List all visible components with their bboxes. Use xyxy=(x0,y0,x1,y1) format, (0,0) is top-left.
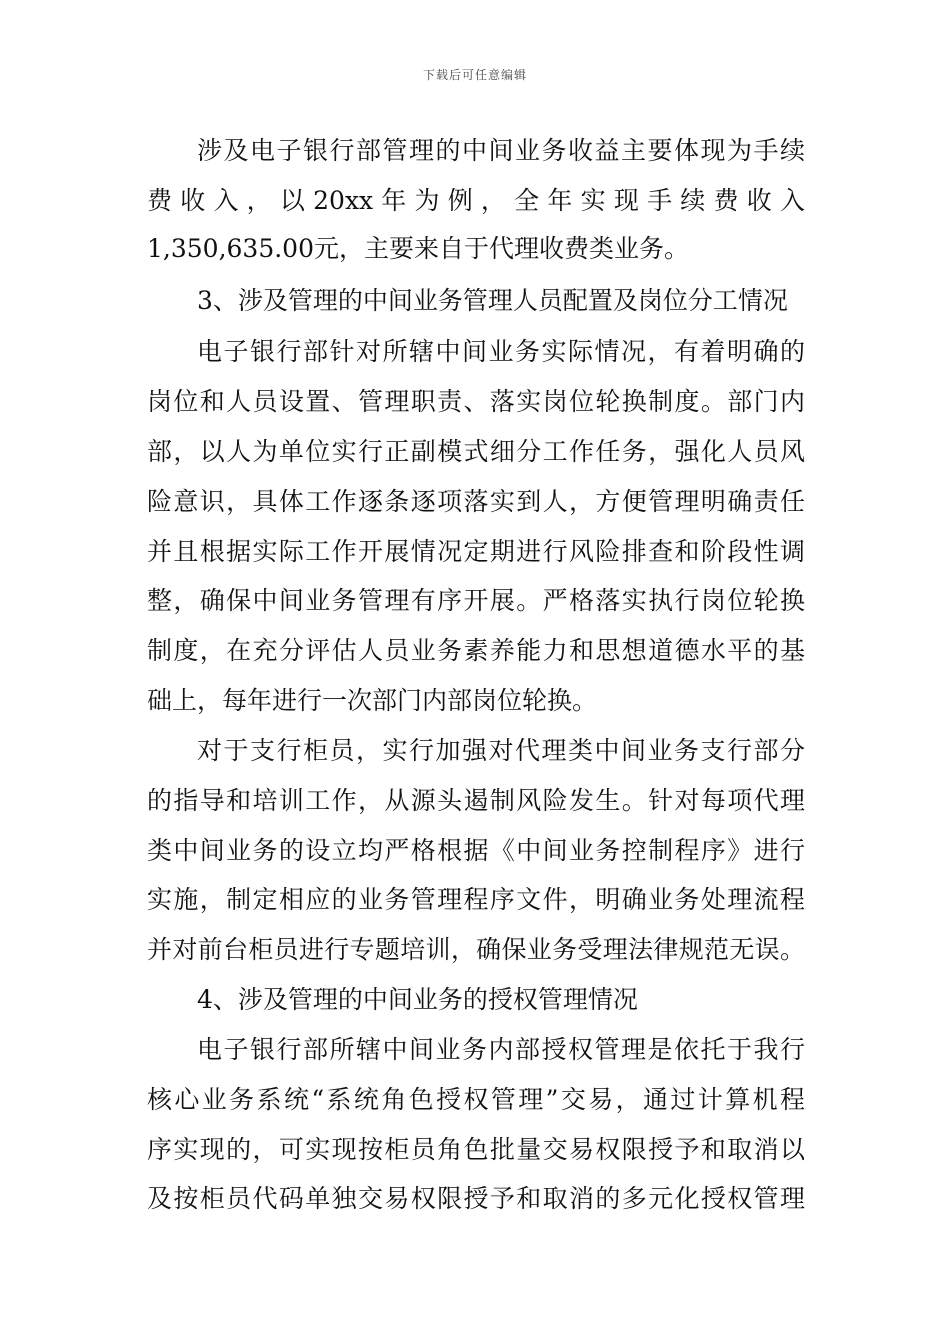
paragraph-line: 整，确保中间业务管理有序开展。严格落实执行岗位轮换 xyxy=(147,586,805,615)
paragraph-line: 电子银行部所辖中间业务内部授权管理是依托于我行 xyxy=(197,1035,805,1064)
paragraph-line: 序实现的，可实现按柜员角色批量交易权限授予和取消以 xyxy=(147,1135,805,1164)
section-heading-3: 3、涉及管理的中间业务管理人员配置及岗位分工情况 xyxy=(197,286,788,315)
paragraph-line: 对于支行柜员，实行加强对代理类中间业务支行部分 xyxy=(197,736,805,765)
paragraph-line: 电子银行部针对所辖中间业务实际情况，有着明确的 xyxy=(197,337,805,366)
paragraph-line: 的指导和培训工作，从源头遏制风险发生。针对每项代理 xyxy=(147,786,805,815)
section-heading-4: 4、涉及管理的中间业务的授权管理情况 xyxy=(197,985,638,1014)
paragraph-line: 核心业务系统“系统角色授权管理”交易，通过计算机程 xyxy=(147,1085,805,1114)
paragraph-line: 础上，每年进行一次部门内部岗位轮换。 xyxy=(147,686,598,715)
paragraph-line: 并对前台柜员进行专题培训，确保业务受理法律规范无误。 xyxy=(147,935,805,964)
paragraph-line: 并且根据实际工作开展情况定期进行风险排查和阶段性调 xyxy=(147,537,805,566)
paragraph-line: 费 收 入 ， 以 20xx 年 为 例 ， 全 年 实 现 手 续 费 收 入 xyxy=(147,186,805,215)
paragraph-line: 类中间业务的设立均严格根据《中间业务控制程序》进行 xyxy=(147,836,805,865)
paragraph-line: 实施，制定相应的业务管理程序文件，明确业务处理流程 xyxy=(147,885,805,914)
paragraph-line: 岗位和人员设置、管理职责、落实岗位轮换制度。部门内 xyxy=(147,387,805,416)
page-header-note: 下载后可任意编辑 xyxy=(422,68,527,82)
paragraph-line: 及按柜员代码单独交易权限授予和取消的多元化授权管理 xyxy=(147,1184,805,1213)
paragraph-line: 部，以人为单位实行正副模式细分工作任务，强化人员风 xyxy=(147,437,805,466)
paragraph-line: 险意识，具体工作逐条逐项落实到人，方便管理明确责任 xyxy=(147,487,805,516)
paragraph-line: 1,350,635.00元，主要来自于代理收费类业务。 xyxy=(147,234,689,263)
paragraph-line: 制度，在充分评估人员业务素养能力和思想道德水平的基 xyxy=(147,636,805,665)
paragraph-line: 涉及电子银行部管理的中间业务收益主要体现为手续 xyxy=(197,136,805,165)
